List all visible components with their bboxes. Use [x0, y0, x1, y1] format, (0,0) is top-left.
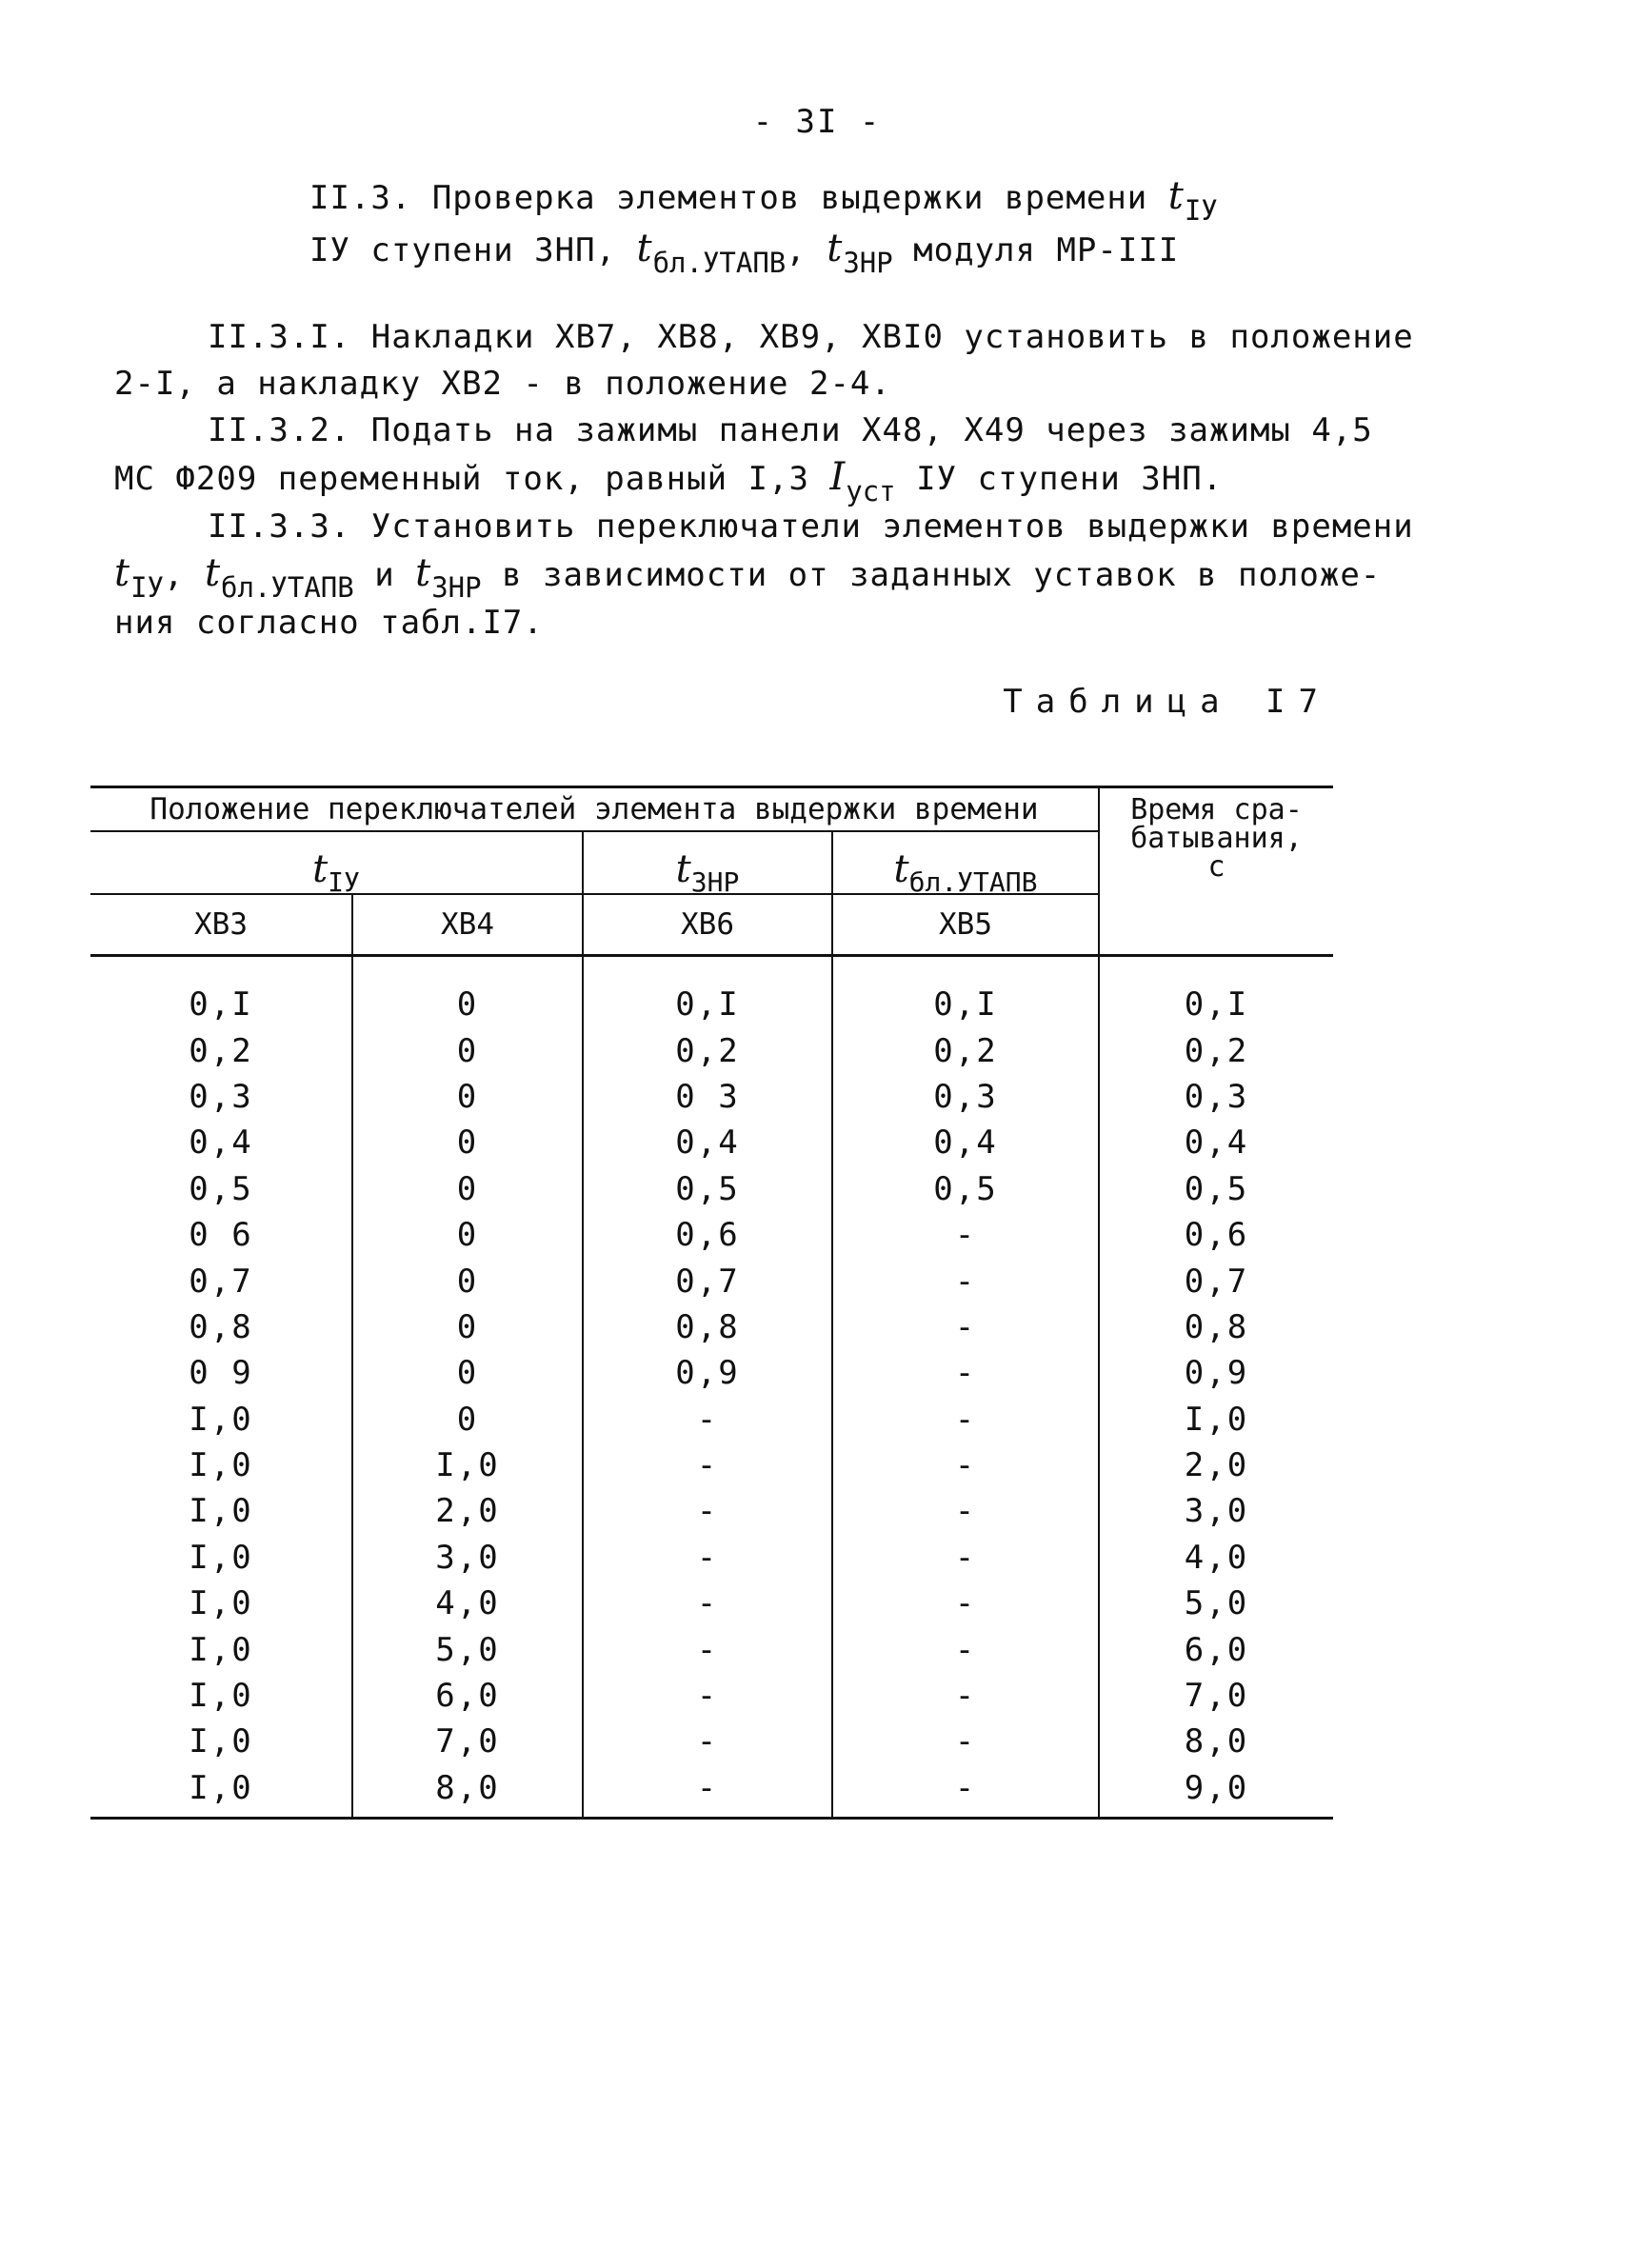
cell-xb3: 0,5: [189, 1169, 253, 1208]
heading-separator: ,: [786, 231, 827, 269]
cell-xb4: 8,0: [352, 1765, 583, 1819]
table-row: [90, 1120, 1333, 1165]
header-xb4: ХВ4: [352, 894, 583, 956]
cell-xb6: -: [583, 1397, 832, 1442]
cell-xb4: 0: [352, 1350, 583, 1396]
cell-xb3: 0,3: [189, 1077, 253, 1116]
cell-xb4: 0: [352, 1120, 583, 1165]
table-row: [90, 1765, 1333, 1819]
cell-xb6: 0,9: [583, 1350, 832, 1396]
t-symbol: t: [312, 847, 329, 891]
cell-xb4: 0: [352, 1074, 583, 1120]
cell-xb5: -: [832, 1673, 1099, 1719]
table-row: [90, 956, 1333, 1028]
cell-xb4: 7,0: [352, 1719, 583, 1764]
cell-xb6: 0,4: [583, 1120, 832, 1165]
cell-xb5: -: [832, 1350, 1099, 1396]
t-symbol: t: [893, 847, 909, 891]
cell-time: 0,I: [1099, 956, 1333, 1028]
cell-xb6: -: [583, 1581, 832, 1626]
t-subscript: IУ: [328, 866, 360, 898]
cell-xb3: I,0: [189, 1538, 253, 1577]
cell-time: 0,6: [1099, 1212, 1333, 1258]
cell-xb4: 0: [352, 1258, 583, 1303]
t-symbol: t: [827, 227, 844, 270]
table-caption: Таблица I7: [1003, 683, 1331, 721]
table-row: [90, 1673, 1333, 1719]
cell-xb6: -: [583, 1765, 832, 1819]
cell-xb4: I,0: [352, 1442, 583, 1488]
t-symbol: t: [204, 551, 222, 595]
paragraph-text: и: [353, 556, 416, 594]
cell-xb6: 0,7: [583, 1258, 832, 1303]
t-subscript: бл.УТАПВ: [652, 247, 787, 279]
cell-xb6: -: [583, 1442, 832, 1488]
cell-xb4: 5,0: [352, 1626, 583, 1672]
cell-time: 0,2: [1099, 1027, 1333, 1073]
paragraph-2-line-2: [114, 454, 1352, 507]
cell-xb6: -: [583, 1488, 832, 1534]
cell-time: 8,0: [1099, 1719, 1333, 1764]
cell-xb6: 0,I: [583, 956, 832, 1028]
cell-time: 9,0: [1099, 1765, 1333, 1819]
cell-xb5: -: [832, 1765, 1099, 1819]
paragraph-1-line-1: II.3.I. Накладки ХВ7, ХВ8, ХВ9, ХВI0 установить в положение: [208, 318, 1414, 356]
cell-time: 7,0: [1099, 1673, 1333, 1719]
cell-xb6: 0,2: [583, 1027, 832, 1073]
header-xb5: ХВ5: [832, 894, 1099, 956]
page-number: - 3I -: [752, 103, 882, 141]
cell-xb3: 0 9: [189, 1354, 253, 1393]
cell-xb3: I,0: [189, 1492, 253, 1531]
t-subscript: IУ: [130, 571, 164, 604]
cell-time: 5,0: [1099, 1581, 1333, 1626]
table-row: [90, 1397, 1333, 1442]
cell-xb4: 0: [352, 1027, 583, 1073]
cell-xb5: -: [832, 1719, 1099, 1764]
heading-text: модуля МР-III: [892, 231, 1180, 269]
cell-xb3: I,0: [189, 1446, 253, 1485]
cell-time: 0,8: [1099, 1304, 1333, 1350]
header-time: [1099, 787, 1333, 956]
paragraph-3-line-2: [114, 550, 1382, 604]
cell-xb5: 0,3: [832, 1074, 1099, 1120]
cell-xb4: 0: [352, 1212, 583, 1258]
table-body: [90, 956, 1333, 1819]
cell-xb5: -: [832, 1304, 1099, 1350]
cell-xb5: -: [832, 1397, 1099, 1442]
cell-xb4: 0: [352, 1166, 583, 1212]
t-subscript: ЗНР: [843, 247, 893, 279]
t-subscript: IУ: [1184, 194, 1218, 227]
cell-xb4: 3,0: [352, 1535, 583, 1581]
paragraph-3-line-1: II.3.3. Установить переключатели элементов выдержки времени: [208, 507, 1414, 546]
paragraph-text: МС Ф209 переменный ток, равный I,3: [114, 460, 830, 498]
cell-xb4: 2,0: [352, 1488, 583, 1534]
cell-xb3: I,0: [189, 1400, 253, 1439]
cell-xb6: -: [583, 1719, 832, 1764]
table-row: [90, 1626, 1333, 1672]
cell-xb3: I,0: [189, 1584, 253, 1623]
table-row: [90, 1581, 1333, 1626]
cell-xb3: 0,8: [189, 1307, 253, 1346]
cell-xb3: 0 6: [189, 1216, 253, 1255]
cell-xb5: -: [832, 1488, 1099, 1534]
cell-xb4: 0: [352, 1304, 583, 1350]
table-row: [90, 1719, 1333, 1764]
cell-xb4: 4,0: [352, 1581, 583, 1626]
cell-xb5: -: [832, 1535, 1099, 1581]
cell-time: 0,9: [1099, 1350, 1333, 1396]
t-symbol: t: [1167, 174, 1185, 218]
table-row: [90, 1304, 1333, 1350]
cell-xb3: 0,I: [189, 985, 253, 1025]
heading-line-1: [309, 171, 1262, 227]
cell-xb6: -: [583, 1535, 832, 1581]
t-subscript: ЗНР: [690, 866, 740, 898]
t-symbol: t: [636, 227, 653, 270]
cell-time: 0,7: [1099, 1258, 1333, 1303]
cell-time: I,0: [1099, 1397, 1333, 1442]
header-t-znr: [583, 831, 832, 898]
cell-xb3: 0,4: [189, 1124, 253, 1163]
cell-xb6: 0,5: [583, 1166, 832, 1212]
cell-time: 0,4: [1099, 1120, 1333, 1165]
t-subscript: бл.УТАПВ: [221, 571, 354, 604]
cell-xb6: -: [583, 1626, 832, 1672]
header-time-label: Время сра- батывания, с: [1130, 793, 1303, 884]
t-subscript: ЗНР: [431, 571, 482, 604]
cell-xb6: -: [583, 1673, 832, 1719]
cell-xb5: -: [832, 1442, 1099, 1488]
cell-xb3: I,0: [189, 1677, 253, 1716]
heading-text: II.3. Проверка элементов выдержки времени: [309, 179, 1168, 217]
table-row: [90, 1535, 1333, 1581]
t-symbol: t: [675, 847, 691, 891]
cell-xb4: 6,0: [352, 1673, 583, 1719]
cell-xb3: I,0: [90, 1765, 352, 1819]
cell-time: 0,5: [1099, 1166, 1333, 1212]
cell-xb6: 0,8: [583, 1304, 832, 1350]
table-row: [90, 1488, 1333, 1534]
t-symbol: t: [114, 551, 131, 595]
i-subscript: уст: [846, 475, 896, 507]
heading-line-2: [309, 224, 1262, 279]
table-row: [90, 1166, 1333, 1212]
cell-xb6: 0 3: [583, 1074, 832, 1120]
paragraph-2-line-1: II.3.2. Подать на зажимы панели Х48, Х49 через зажимы 4,5: [208, 411, 1373, 449]
cell-time: 3,0: [1099, 1488, 1333, 1534]
table-row: [90, 1074, 1333, 1120]
table-row: [90, 1027, 1333, 1073]
cell-xb3: 0,2: [189, 1031, 253, 1070]
cell-xb6: 0,6: [583, 1212, 832, 1258]
cell-xb5: 0,I: [832, 956, 1099, 1028]
header-xb6: ХВ6: [583, 894, 832, 956]
table-row: [90, 1350, 1333, 1396]
table-row: [90, 1258, 1333, 1303]
table-row: [90, 1212, 1333, 1258]
cell-xb5: -: [832, 1581, 1099, 1626]
paragraph-text: в зависимости от заданных уставок в положе-: [481, 556, 1382, 594]
t-subscript: бл.УТАПВ: [908, 866, 1038, 898]
settings-table: [90, 786, 1333, 1820]
paragraph-text: IУ ступени ЗНП.: [895, 460, 1224, 498]
cell-xb3: 0,7: [189, 1262, 253, 1301]
header-t-utapv: [832, 831, 1099, 898]
header-xb3: ХВ3: [90, 894, 352, 956]
cell-xb5: 0,4: [832, 1120, 1099, 1165]
cell-time: 6,0: [1099, 1626, 1333, 1672]
cell-xb5: 0,5: [832, 1166, 1099, 1212]
cell-xb5: 0,2: [832, 1027, 1099, 1073]
paragraph-1-line-2: 2-I, а накладку ХВ2 - в положение 2-4.: [114, 365, 891, 403]
cell-xb5: -: [832, 1626, 1099, 1672]
cell-xb3: I,0: [189, 1630, 253, 1669]
heading-text: IУ ступени ЗНП,: [309, 231, 637, 269]
t-symbol: t: [415, 551, 432, 595]
cell-xb5: -: [832, 1212, 1099, 1258]
cell-time: 0,3: [1099, 1074, 1333, 1120]
header-group: Положение переключателей элемента выдержки времени: [90, 787, 1099, 832]
cell-xb4: 0: [352, 1397, 583, 1442]
i-symbol: I: [829, 455, 847, 499]
header-t-iy: [90, 831, 583, 898]
table-row: [90, 1442, 1333, 1488]
paragraph-separator: ,: [164, 556, 205, 594]
section-heading: [309, 171, 1262, 279]
cell-xb3: I,0: [189, 1722, 253, 1761]
cell-time: 4,0: [1099, 1535, 1333, 1581]
cell-xb4: 0: [352, 956, 583, 1028]
cell-time: 2,0: [1099, 1442, 1333, 1488]
body-text: [114, 314, 1414, 647]
cell-xb5: -: [832, 1258, 1099, 1303]
paragraph-3-line-3: ния согласно табл.I7.: [114, 604, 544, 642]
